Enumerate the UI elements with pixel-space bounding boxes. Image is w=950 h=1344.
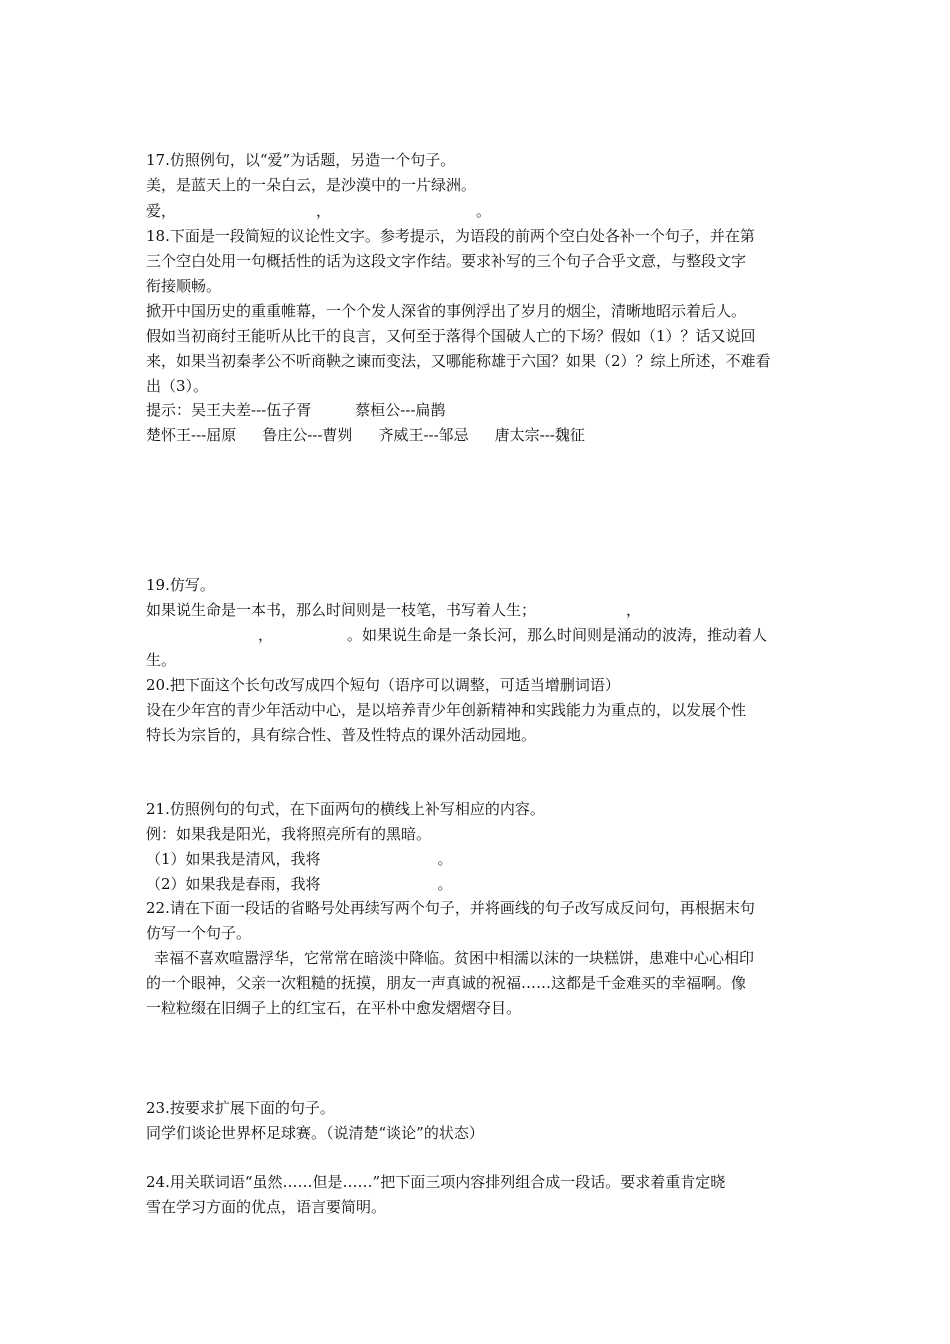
q18-title-line-1: 18.下面是一段简短的议论性文字。参考提示，为语段的前两个空白处各补一个句子，并在第	[146, 227, 755, 245]
q21-item-text: （2）如果我是春雨，我将	[146, 875, 321, 893]
q19-comma: ，	[626, 601, 642, 619]
q20-title: 20.把下面这个长句改写成四个短句（语序可以调整，可适当增删词语）	[146, 676, 620, 694]
q17-blank-end: 。	[476, 202, 492, 220]
q20-body-line-1: 设在少年宫的青少年活动中心，是以培养青少年创新精神和实践能力为重点的，以发展个性	[146, 701, 747, 719]
q21-item-2	[146, 872, 453, 896]
q18-hint-pair: 楚怀王---屈原	[146, 426, 237, 444]
q21-item-end: 。	[437, 875, 453, 893]
q22-body-line-1: 幸福不喜欢喧嚣浮华，它常常在暗淡中降临。贫困中相濡以沫的一块糕饼，患难中心心相印	[154, 949, 755, 967]
q22-body-line-3: 一粒粒缀在旧绸子上的红宝石，在平朴中愈发熠熠夺目。	[146, 999, 522, 1017]
q17-answer-line	[146, 199, 491, 223]
q18-hint-pair: 鲁庄公---曹刿	[262, 426, 353, 444]
q21-item-text: （1）如果我是清风，我将	[146, 850, 321, 868]
q17-blank-start: 爱，	[146, 202, 177, 220]
q22-title-line-2: 仿写一个句子。	[146, 924, 252, 942]
q24-title-line-2: 雪在学习方面的优点，语言要简明。	[146, 1198, 387, 1216]
q18-paragraph-line-2: 假如当初商纣王能听从比干的良言，又何至于落得个国破人亡的下场？假如（1）？话又说回	[146, 327, 756, 345]
q19-text: 如果说生命是一本书，那么时间则是一枝笔，书写着人生；	[146, 601, 537, 619]
q18-hint-pair: 齐威王---邹忌	[378, 426, 469, 444]
q21-example: 例：如果我是阳光，我将照亮所有的黑暗。	[146, 825, 432, 843]
q19-title: 19.仿写。	[146, 576, 215, 594]
q22-title-line-1: 22.请在下面一段话的省略号处再续写两个句子，并将画线的句子改写成反问句，再根据末句	[146, 899, 755, 917]
q18-hint-pair: 提示：吴王夫差---伍子胥	[146, 401, 312, 419]
q20-body-line-2: 特长为宗旨的，具有综合性、普及性特点的课外活动园地。	[146, 726, 537, 744]
q18-hint-line-1	[146, 398, 445, 422]
q18-hint-pair: 蔡桓公---扁鹊	[355, 401, 446, 419]
q22-body-line-2: 的一个眼神，父亲一次粗糙的抚摸，朋友一声真诚的祝福……这都是千金难买的幸福啊。像	[146, 974, 747, 992]
q18-paragraph-line-4: 出（3）。	[146, 377, 209, 395]
q17-title: 17.仿照例句，以“爱”为话题，另造一个句子。	[146, 151, 456, 169]
q23-body: 同学们谈论世界杯足球赛。（说清楚“谈论”的状态）	[146, 1124, 484, 1142]
q18-paragraph-line-1: 掀开中国历史的重重帷幕，一个个发人深省的事例浮出了岁月的烟尘，清晰地昭示着后人。	[146, 302, 747, 320]
q24-title-line-1: 24.用关联词语“虽然……但是……”把下面三项内容排列组合成一段话。要求着重肯定晓	[146, 1173, 726, 1191]
q18-hint-line-2	[146, 423, 585, 447]
q18-paragraph-line-3: 来，如果当初秦孝公不听商鞅之谏而变法，又哪能称雄于六国？如果（2）？综上所述，不难看	[146, 352, 771, 370]
q19-line-1	[146, 598, 641, 622]
q19-text: 。如果说生命是一条长河，那么时间则是涌动的波涛，推动着人	[347, 626, 768, 644]
q18-hint-pair: 唐太宗---魏征	[494, 426, 585, 444]
q19-comma: ，	[258, 626, 274, 644]
q18-title-line-3: 衔接顺畅。	[146, 277, 222, 295]
q19-line-2	[146, 623, 767, 647]
q23-title: 23.按要求扩展下面的句子。	[146, 1099, 335, 1117]
q19-line-3: 生。	[146, 651, 177, 669]
q17-blank-comma: ，	[316, 202, 332, 220]
q17-example: 美，是蓝天上的一朵白云，是沙漠中的一片绿洲。	[146, 176, 477, 194]
q18-title-line-2: 三个空白处用一句概括性的话为这段文字作结。要求补写的三个句子合乎文意，与整段文字	[146, 252, 747, 270]
q21-item-1	[146, 847, 453, 871]
q21-item-end: 。	[437, 850, 453, 868]
q21-title: 21.仿照例句的句式，在下面两句的横线上补写相应的内容。	[146, 800, 545, 818]
